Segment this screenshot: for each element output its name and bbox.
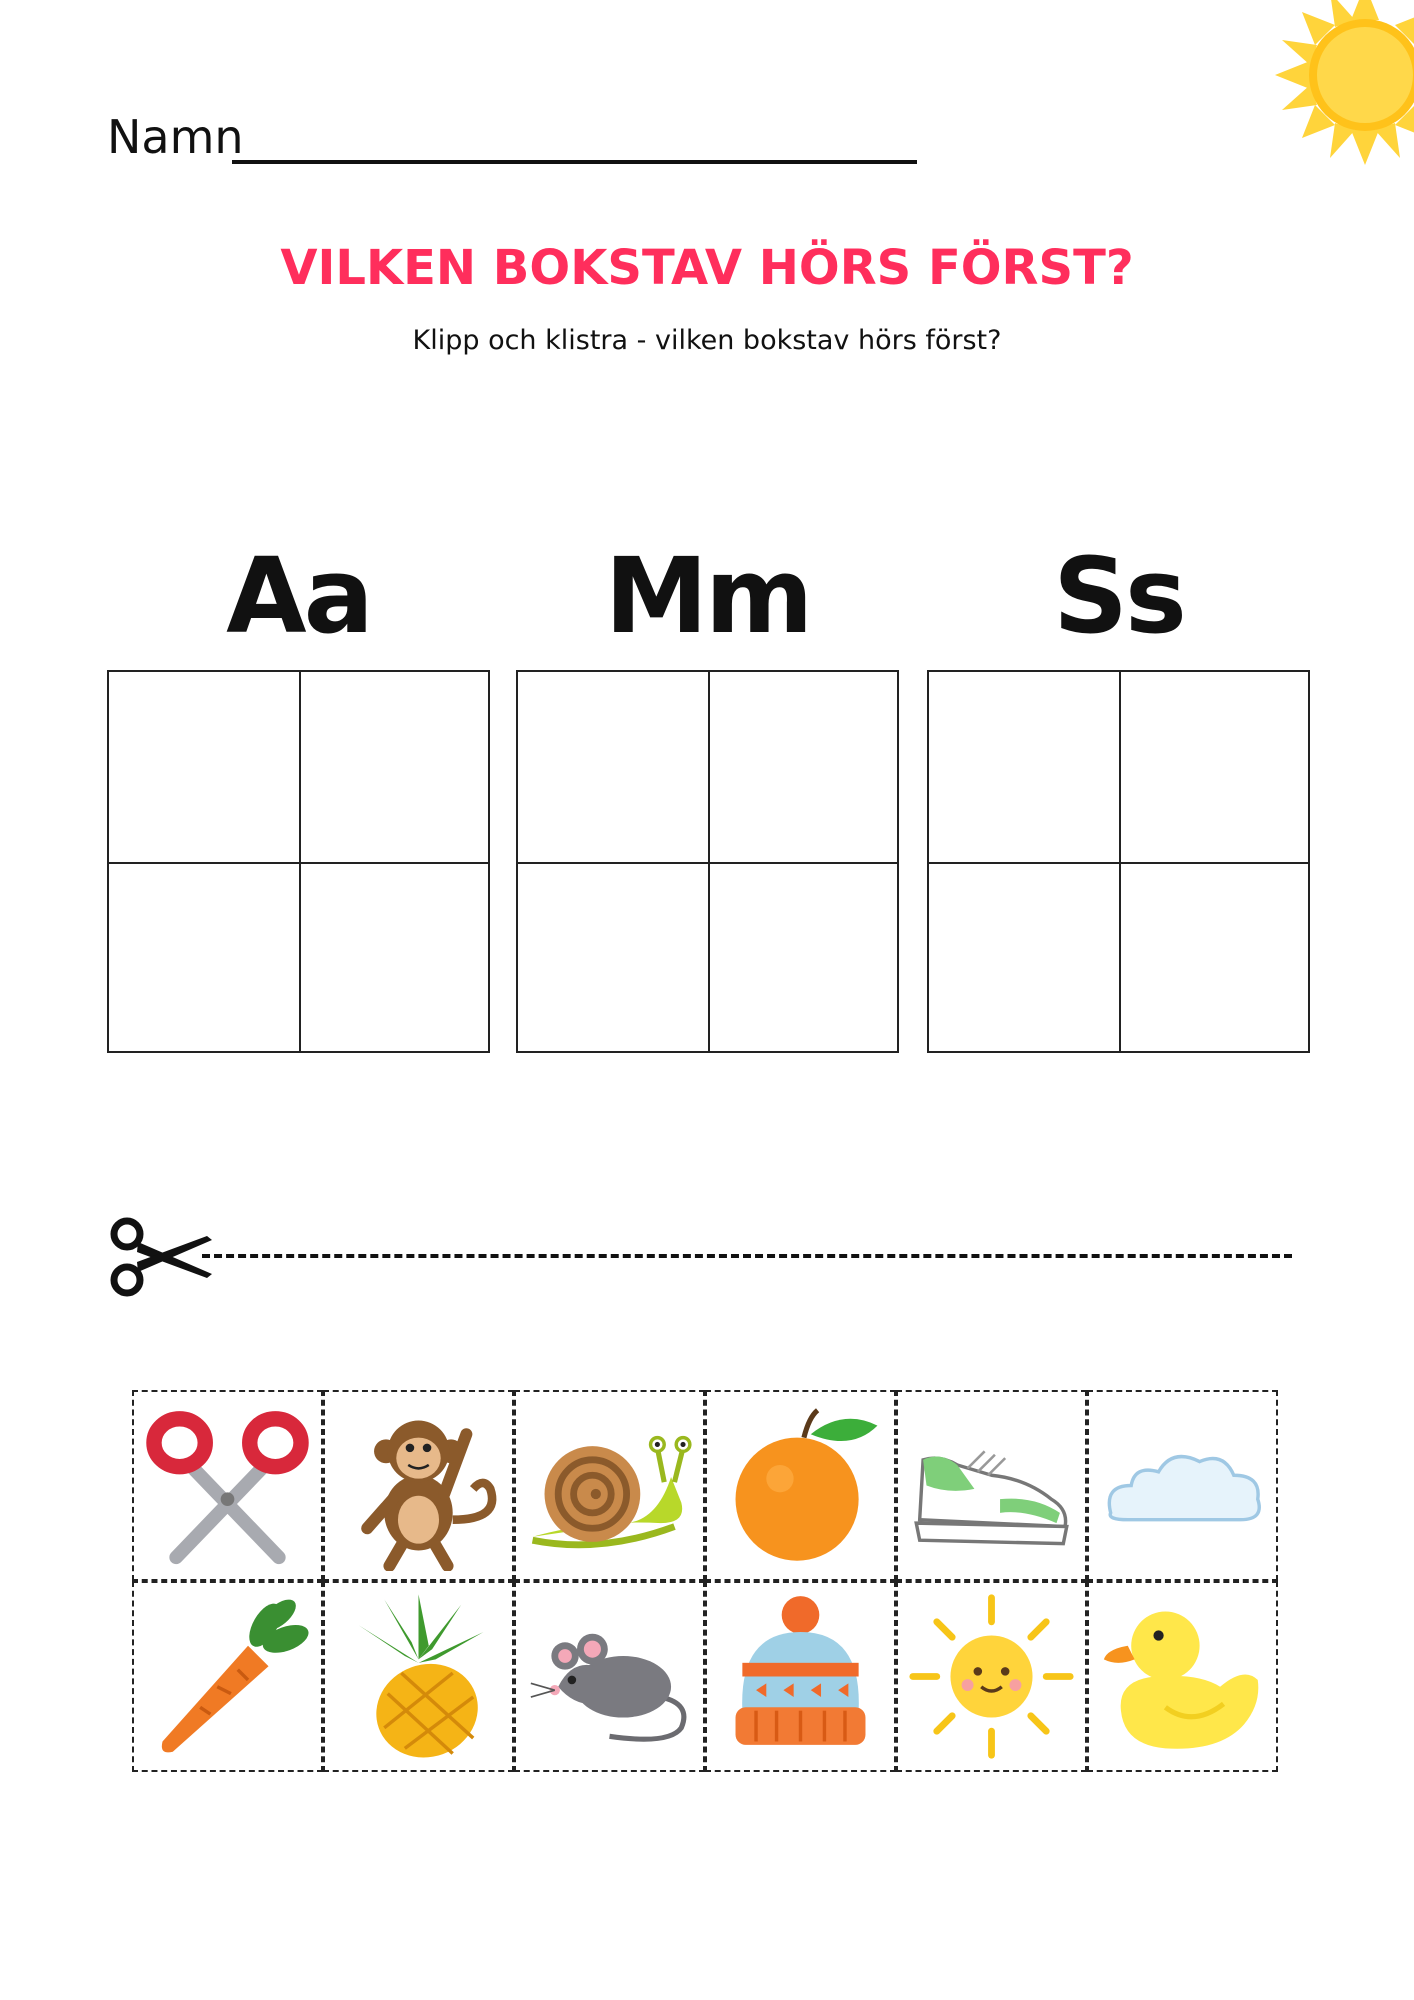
sneaker-icon — [906, 1400, 1077, 1571]
picture-card[interactable] — [1087, 1390, 1278, 1581]
picture-card[interactable] — [1087, 1581, 1278, 1772]
picture-card[interactable] — [132, 1581, 323, 1772]
grid-divider — [929, 862, 1308, 864]
sun-icon — [906, 1591, 1077, 1762]
picture-cards — [132, 1390, 1276, 1772]
picture-card[interactable] — [132, 1390, 323, 1581]
name-input-line[interactable] — [232, 160, 917, 164]
dashed-cut-guide — [202, 1254, 1292, 1258]
scissors-icon — [107, 1212, 217, 1302]
picture-card[interactable] — [896, 1581, 1087, 1772]
picture-card[interactable] — [514, 1581, 705, 1772]
picture-card[interactable] — [705, 1581, 896, 1772]
picture-card[interactable] — [323, 1390, 514, 1581]
orange-icon — [715, 1400, 886, 1571]
grid-divider — [109, 862, 488, 864]
duck-icon — [1097, 1591, 1268, 1762]
grid-divider — [518, 862, 897, 864]
beanie-icon — [715, 1591, 886, 1762]
picture-card[interactable] — [514, 1390, 705, 1581]
picture-card[interactable] — [896, 1390, 1087, 1581]
cut-line — [107, 1212, 1292, 1302]
page-title: VILKEN BOKSTAV HÖRS FÖRST? — [280, 240, 1134, 296]
drop-grid-m[interactable] — [516, 670, 899, 1053]
pineapple-icon — [333, 1591, 504, 1762]
letter-heading-s: Ss — [1053, 535, 1184, 657]
drop-grid-a[interactable] — [107, 670, 490, 1053]
page-subtitle: Klipp och klistra - vilken bokstav hörs först? — [412, 325, 1002, 356]
cloud-icon — [1097, 1400, 1268, 1571]
carrot-icon — [142, 1591, 313, 1762]
scissors-icon — [142, 1400, 313, 1571]
sun-decoration-icon — [1255, 0, 1414, 195]
snail-icon — [524, 1400, 695, 1571]
letter-heading-a: Aa — [226, 535, 371, 657]
drop-grid-s[interactable] — [927, 670, 1310, 1053]
name-label: Namn — [107, 110, 244, 164]
letter-heading-m: Mm — [604, 535, 811, 657]
mouse-icon — [524, 1591, 695, 1762]
name-row — [107, 110, 917, 170]
monkey-icon — [333, 1400, 504, 1571]
picture-card[interactable] — [705, 1390, 896, 1581]
picture-card[interactable] — [323, 1581, 514, 1772]
